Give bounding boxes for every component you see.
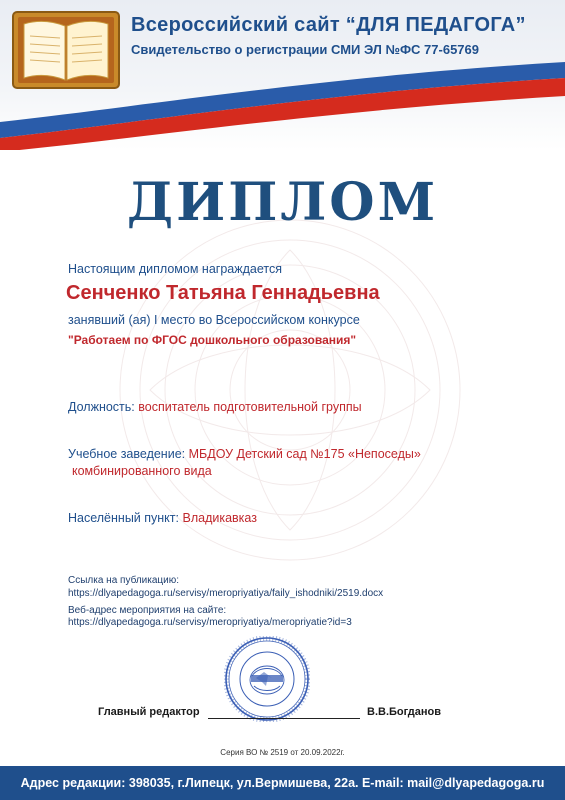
footer <box>0 766 565 800</box>
registration-text: Свидетельство о регистрации СМИ ЭЛ №ФС 77-65769 <box>131 42 479 57</box>
publication-link[interactable]: https://dlyapedagoga.ru/servisy/meropriyatiya/faily_ishodniki/2519.docx <box>68 588 384 599</box>
award-intro: Настоящим дипломом награждается <box>68 262 282 276</box>
site-title: Всероссийский сайт “ДЛЯ ПЕДАГОГА” <box>131 14 526 36</box>
institution-value-cont: комбинированного вида <box>72 464 212 478</box>
institution-row <box>68 447 421 461</box>
institution-value: МБДОУ Детский сад №175 «Непоседы» <box>188 447 421 461</box>
event-link[interactable]: https://dlyapedagoga.ru/servisy/meropriyatiya/meropriyatie?id=3 <box>68 617 352 628</box>
signature-line <box>208 718 360 719</box>
contest-name: "Работаем по ФГОС дошкольного образования" <box>68 333 357 347</box>
publication-label: Ссылка на публикацию: <box>68 575 180 586</box>
place-line: занявший (ая) I место во Всероссийском конкурсе <box>68 313 360 327</box>
header <box>0 0 565 150</box>
position-label: Должность: <box>68 400 135 414</box>
event-label: Веб-адрес мероприятия на сайте: <box>68 605 227 616</box>
institution-label: Учебное заведение: <box>68 447 186 461</box>
open-book-icon <box>10 8 122 94</box>
round-seal-stamp-icon <box>224 636 310 722</box>
recipient-name: Сенченко Татьяна Геннадьевна <box>66 282 380 304</box>
city-row <box>68 511 257 525</box>
position-row <box>68 400 362 414</box>
editor-label: Главный редактор <box>98 706 200 718</box>
editor-name: В.В.Богданов <box>367 706 442 718</box>
city-value: Владикавказ <box>182 511 257 525</box>
position-value: воспитатель подготовительной группы <box>138 400 362 414</box>
footer-address: Адрес редакции: 398035, г.Липецк, ул.Вермишева, 22а. E-mail: mail@dlyapedagoga.ru <box>20 776 545 790</box>
series-number: Серия ВО № 2519 от 20.09.2022г. <box>220 748 345 757</box>
diploma-title: ДИПЛОМ <box>126 172 439 233</box>
city-label: Населённый пункт: <box>68 511 179 525</box>
